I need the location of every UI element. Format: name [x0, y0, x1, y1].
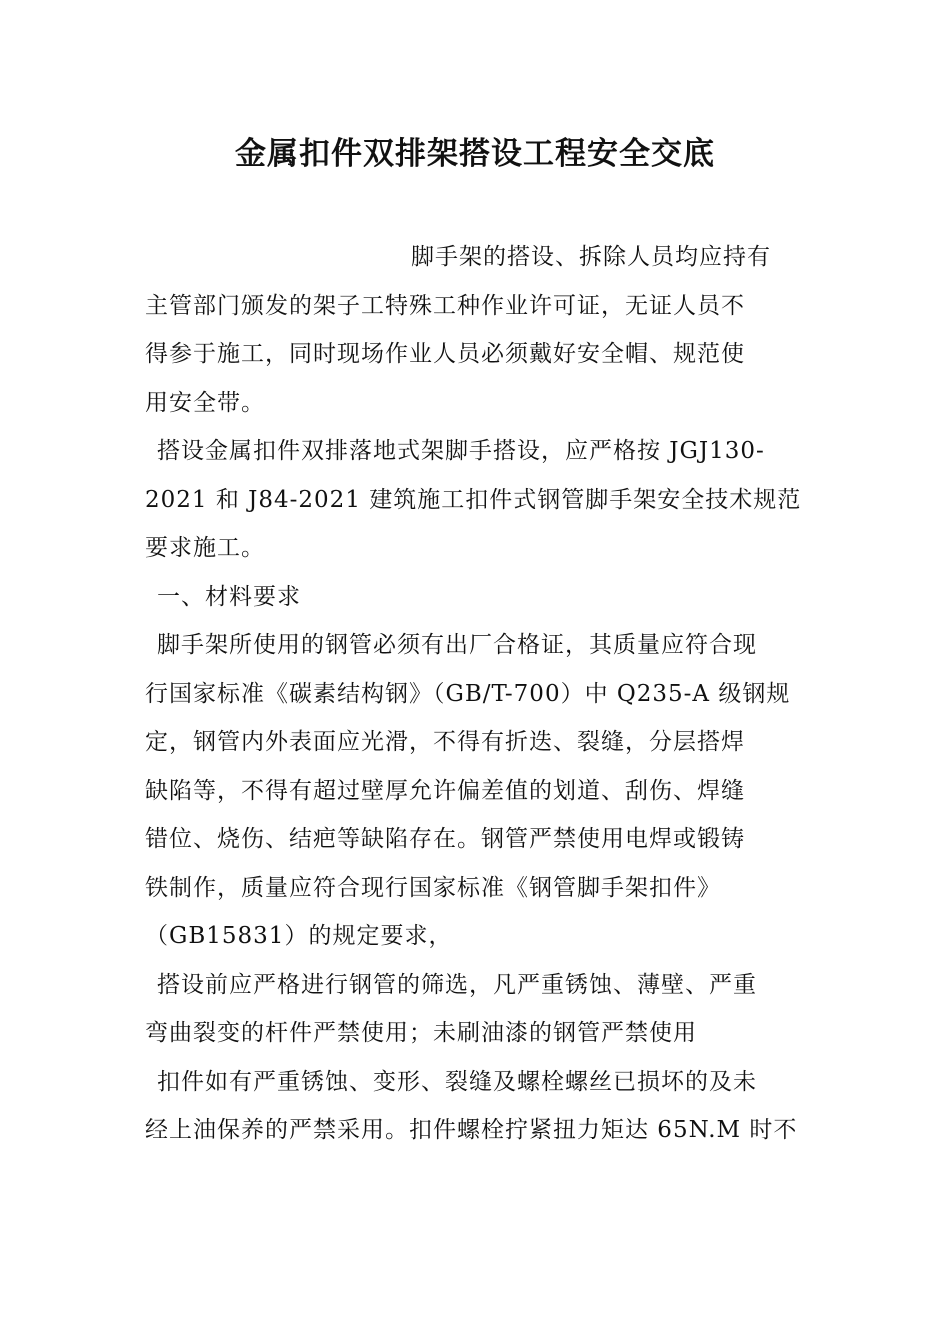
body-line: 用安全带。 [145, 389, 265, 416]
body-line: 缺陷等，不得有超过壁厚允许偏差值的划道、刮伤、焊缝 [145, 777, 745, 804]
body-line: 铁制作，质量应符合现行国家标准《钢管脚手架扣件》 [145, 874, 721, 901]
document-body [145, 233, 805, 1155]
body-line: 行国家标准《碳素结构钢》（GB/T-700）中 Q235-A 级钢规 [145, 680, 791, 707]
body-line: 要求施工。 [145, 535, 265, 561]
body-line: 2021 和 J84-2021 建筑施工扣件式钢管脚手架安全技术规范 [145, 486, 802, 513]
body-line: 错位、烧伤、结疤等缺陷存在。钢管严禁使用电焊或锻铸 [145, 826, 745, 852]
body-line: 搭设前应严格进行钢管的筛选，凡严重锈蚀、薄壁、严重 [157, 971, 757, 998]
body-line: 经上油保养的严禁采用。扣件螺栓拧紧扭力矩达 65N.M 时不 [145, 1117, 798, 1143]
body-line: 搭设金属扣件双排落地式架脚手搭设，应严格按 JGJ130- [157, 438, 765, 464]
body-line: 弯曲裂变的杆件严禁使用；未刷油漆的钢管严禁使用 [145, 1020, 697, 1046]
body-line: 脚手架的搭设、拆除人员均应持有 [411, 244, 771, 270]
body-line: （GB15831）的规定要求， [145, 923, 453, 949]
body-line: 主管部门颁发的架子工特殊工种作业许可证，无证人员不 [145, 292, 745, 319]
document-title: 金属扣件双排架搭设工程安全交底 [235, 136, 715, 172]
body-line: 得参于施工，同时现场作业人员必须戴好安全帽、规范使 [145, 341, 745, 367]
body-line: 扣件如有严重锈蚀、变形、裂缝及螺栓螺丝已损坏的及未 [157, 1068, 757, 1095]
body-line: 脚手架所使用的钢管必须有出厂合格证，其质量应符合现 [157, 632, 757, 658]
section-heading: 一、材料要求 [157, 583, 301, 610]
body-line: 定，钢管内外表面应光滑，不得有折迭、裂缝，分层搭焊 [145, 729, 745, 755]
